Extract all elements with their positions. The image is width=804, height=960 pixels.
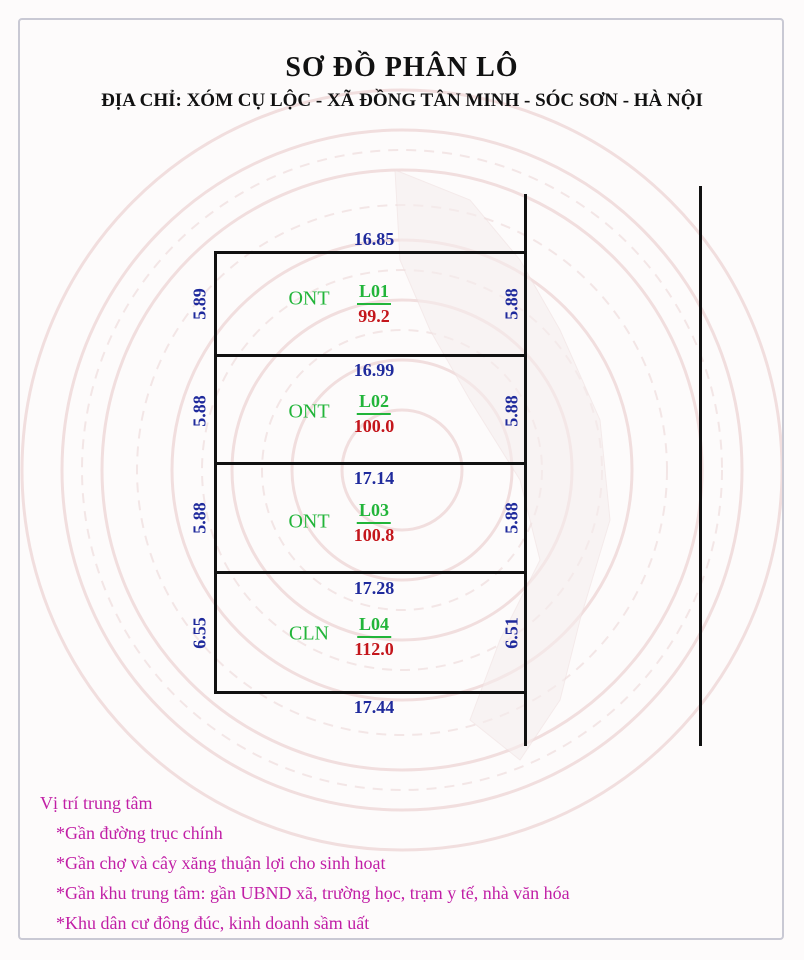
lot-left-side-label: 5.88 (189, 395, 210, 427)
note-item: *Gần đường trục chính (56, 823, 223, 843)
road-edge-line (524, 194, 527, 746)
land-use-type: ONT (288, 510, 330, 533)
boundary-line-4 (214, 571, 527, 574)
lot-label (357, 281, 391, 327)
lot-left-side-label: 5.89 (189, 288, 210, 320)
lot-area: 112.0 (354, 639, 394, 659)
boundary-width-label: 16.85 (353, 229, 395, 249)
lot-code: L02 (357, 391, 391, 415)
lot-block-left-edge (214, 251, 217, 694)
lot-left-side-label: 5.88 (189, 502, 210, 534)
boundary-width-label: 16.99 (353, 360, 395, 380)
lot-area: 100.8 (353, 525, 395, 545)
lot-right-side-label: 6.51 (501, 617, 522, 649)
notes-heading: Vị trí trung tâm (40, 793, 153, 813)
lot-code: L01 (357, 281, 391, 305)
location-notes (40, 788, 570, 938)
lot-label (354, 391, 395, 437)
land-use-type: ONT (288, 400, 330, 423)
road-far-edge-line (699, 186, 702, 746)
note-item: *Gần khu trung tâm: gần UBND xã, trường học, trạm y tế, nhà văn hóa (56, 883, 570, 903)
boundary-line-5 (214, 691, 527, 694)
lot-label (354, 614, 394, 660)
boundary-line-1 (214, 251, 527, 254)
boundary-line-3 (214, 462, 527, 465)
lot-right-side-label: 5.88 (501, 502, 522, 534)
address-line: ĐỊA CHỈ: XÓM CỤ LỘC - XÃ ĐỒNG TÂN MINH - SÓC SƠN - HÀ NỘI (101, 90, 703, 111)
lot-left-side-label: 6.55 (189, 617, 210, 649)
boundary-width-label: 17.28 (353, 578, 395, 598)
lot-area: 100.0 (353, 416, 395, 436)
lot-area: 99.2 (358, 306, 390, 326)
boundary-width-label: 17.44 (353, 697, 395, 717)
land-use-type: ONT (288, 287, 330, 310)
note-item: *Khu dân cư đông đúc, kinh doanh sầm uất (56, 913, 370, 933)
lot-right-side-label: 5.88 (501, 288, 522, 320)
diagram-title: SƠ ĐỒ PHÂN LÔ (285, 52, 519, 83)
lot-code: L03 (357, 500, 391, 524)
note-item: *Gần chợ và cây xăng thuận lợi cho sinh hoạt (56, 853, 386, 873)
boundary-width-label: 17.14 (353, 468, 395, 488)
lot-label (354, 500, 395, 546)
lot-right-side-label: 5.88 (501, 395, 522, 427)
land-use-type: CLN (289, 622, 329, 645)
boundary-line-2 (214, 354, 527, 357)
lot-code: L04 (357, 614, 391, 638)
